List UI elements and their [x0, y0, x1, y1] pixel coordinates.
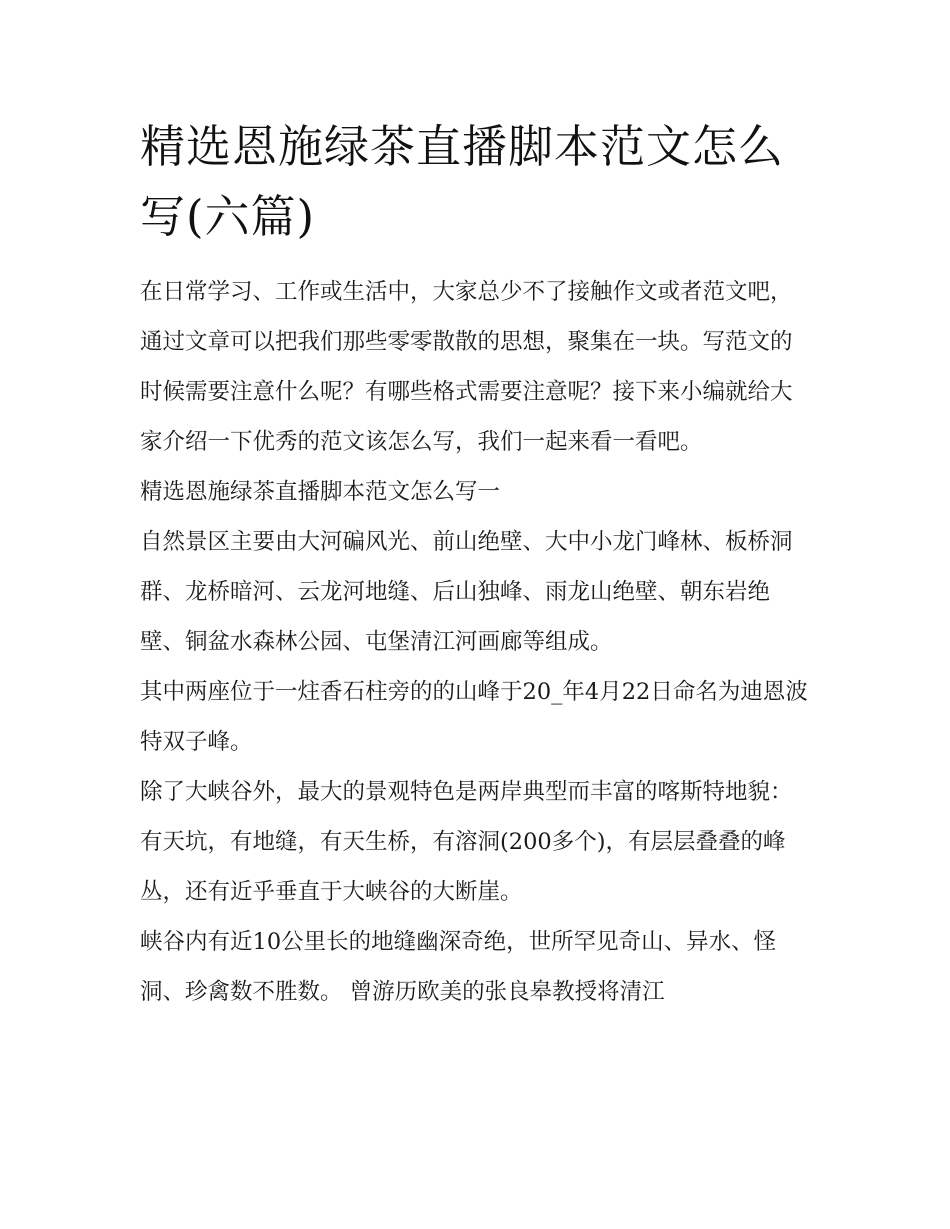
body-paragraph: 自然景区主要由大河碥风光、前山绝壁、大中小龙门峰林、板桥洞群、龙桥暗河、云龙河地缝、后山独峰、雨龙山绝壁、朝东岩绝壁、铜盆水森林公园、屯堡清江河画廊等组成。: [140, 529, 793, 655]
section-heading: 精选恩施绿茶直播脚本范文怎么写一: [140, 479, 501, 505]
intro-paragraph: 在日常学习、工作或生活中，大家总少不了接触作文或者范文吧，通过文章可以把我们那些零零散散的思想，聚集在一块。写范文的时候需要注意什么呢？有哪些格式需要注意呢？接下来小编就给大家介绍一下优秀的范文该怎么写，我们一起来看一看吧。: [140, 279, 793, 455]
body-paragraph: 除了大峡谷外，最大的景观特色是两岸典型而丰富的喀斯特地貌：有天坑，有地缝，有天生桥，有溶洞(200多个)，有层层叠叠的峰丛，还有近乎垂直于大峡谷的大断崖。: [140, 779, 793, 905]
body-paragraph: 峡谷内有近10公里长的地缝幽深奇绝，世所罕见奇山、异水、怪洞、珍禽数不胜数。 曾游历欧美的张良皋教授将清江: [140, 929, 777, 1005]
document-body: [140, 267, 812, 1017]
document-page: [140, 112, 812, 1017]
document-title: 精选恩施绿茶直播脚本范文怎么写(六篇): [140, 120, 785, 243]
body-paragraph: 其中两座位于一炷香石柱旁的的山峰于20_年4月22日命名为迪恩波特双子峰。: [140, 679, 808, 755]
